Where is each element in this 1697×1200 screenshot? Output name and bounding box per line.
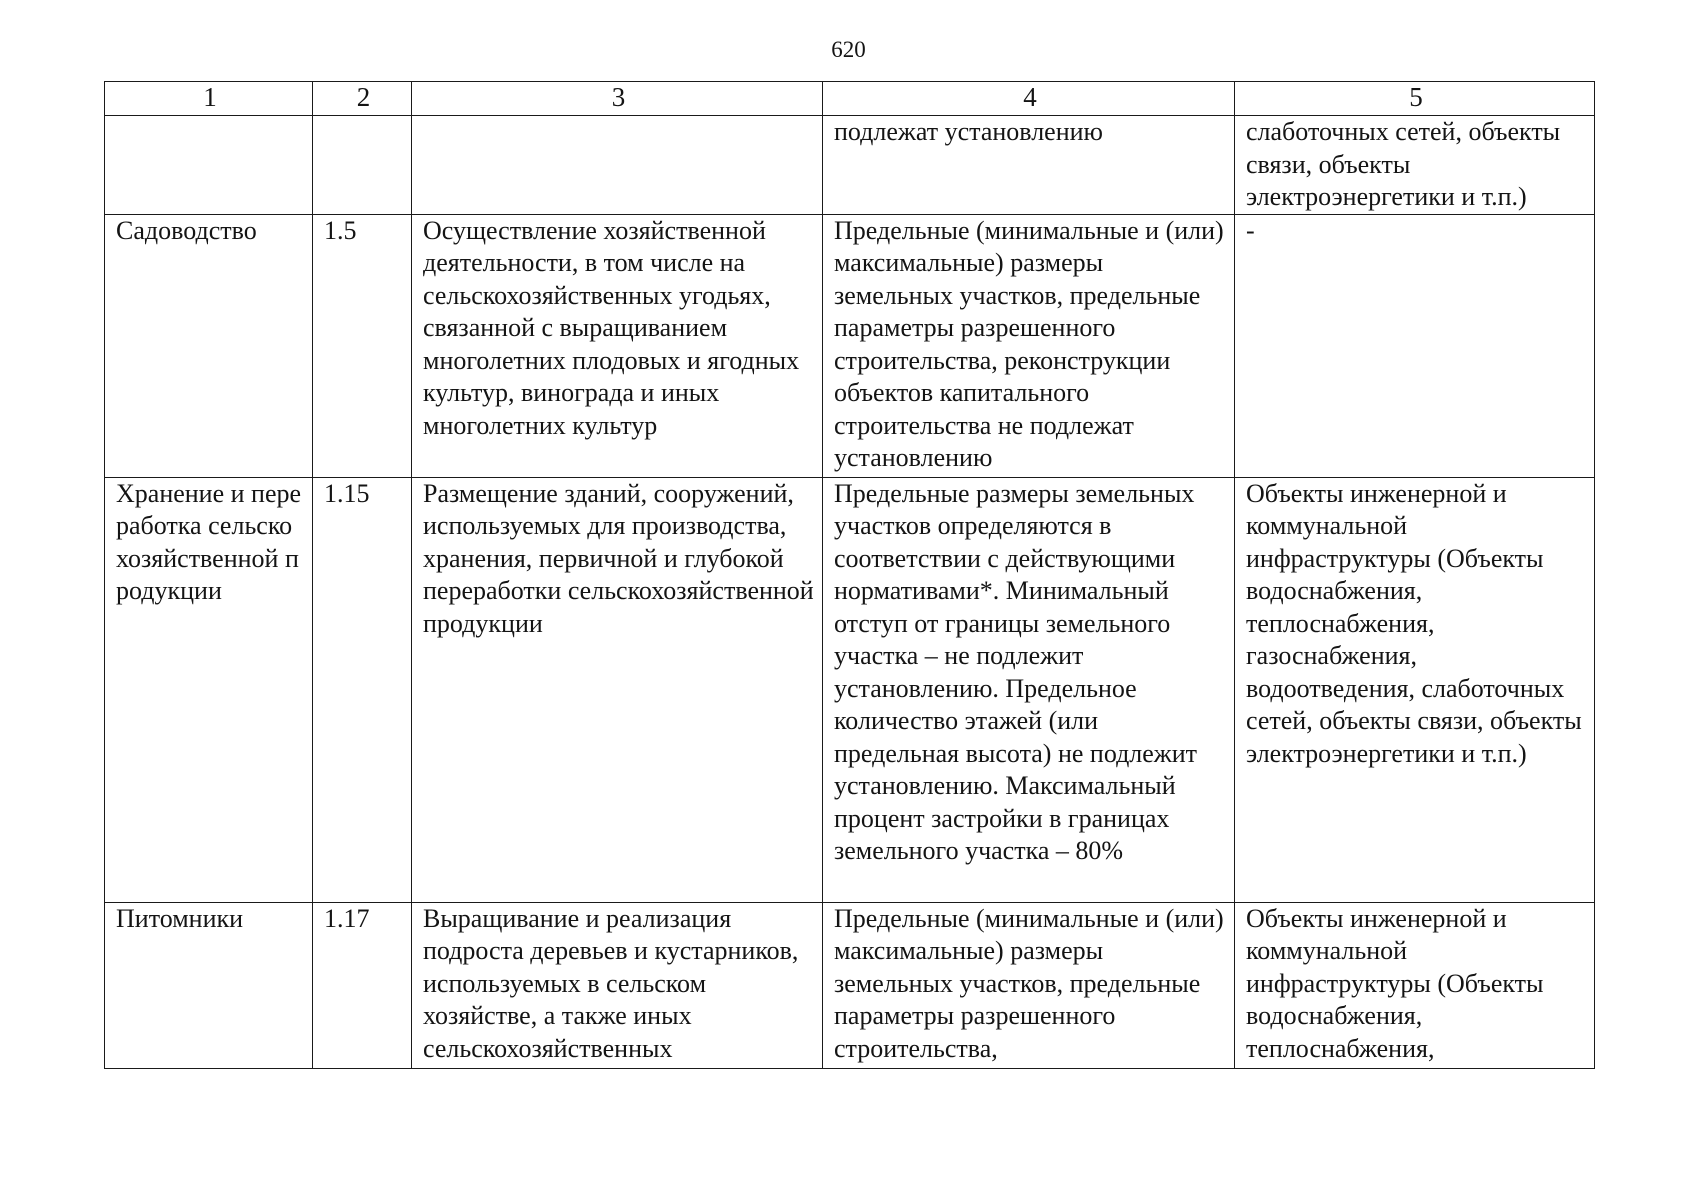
parameters-cell: Предельные (минимальные и (или) максимальные) размеры земельных участков, предельные параметры разрешенного строительства, реконструкции объектов капитального строительства не подлежат установлению [823,214,1235,477]
use-name-cell: Хранение и переработка сельскохозяйственной продукции [105,477,313,902]
land-use-table [104,81,1595,1069]
page-number: 620 [831,37,866,62]
objects-cell: слаботочных сетей, объекты связи, объекты электроэнергетики и т.п.) [1235,116,1595,215]
use-code-cell: 1.15 [313,477,412,902]
table-row [105,477,1595,902]
header-cell: 1 [105,82,313,116]
parameters-cell: Предельные (минимальные и (или) максимальные) размеры земельных участков, предельные параметры разрешенного строительства, [823,902,1235,1068]
parameters-cell: подлежат установлению [823,116,1235,215]
table-row [105,214,1595,477]
header-cell: 5 [1235,82,1595,116]
header-cell: 3 [412,82,823,116]
objects-cell: Объекты инженерной и коммунальной инфраструктуры (Объекты водоснабжения, теплоснабжения, газоснабжения, водоотведения, слаботочных сетей, объекты связи, объекты электроэнергетики и т.п.) [1235,477,1595,902]
objects-cell: Объекты инженерной и коммунальной инфраструктуры (Объекты водоснабжения, теплоснабжения, [1235,902,1595,1068]
use-name-cell: Питомники [105,902,313,1068]
table-header-row [105,82,1595,116]
table-row [105,902,1595,1068]
header-cell: 2 [313,82,412,116]
objects-cell: - [1235,214,1595,477]
use-name-cell [105,116,313,215]
use-description-cell: Выращивание и реализация подроста деревьев и кустарников, используемых в сельском хозяйстве, а также иных сельскохозяйственных [412,902,823,1068]
header-cell: 4 [823,82,1235,116]
use-description-cell: Осуществление хозяйственной деятельности, в том числе на сельскохозяйственных угодьях, связанной с выращиванием многолетних плодовых и ягодных культур, винограда и иных многолетних культур [412,214,823,477]
use-code-cell [313,116,412,215]
use-name-cell: Садоводство [105,214,313,477]
table-row [105,116,1595,215]
parameters-cell: Предельные размеры земельных участков определяются в соответствии с действующими нормативами*. Минимальный отступ от границы земельного участка – не подлежит установлению. Предельное количество этажей (или предельная высота) не подлежит установлению. Максимальный процент застройки в границах земельного участка – 80% [823,477,1235,902]
use-description-cell: Размещение зданий, сооружений, используемых для производства, хранения, первичной и глубокой переработки сельскохозяйственной продукции [412,477,823,902]
use-code-cell: 1.17 [313,902,412,1068]
use-description-cell [412,116,823,215]
use-code-cell: 1.5 [313,214,412,477]
